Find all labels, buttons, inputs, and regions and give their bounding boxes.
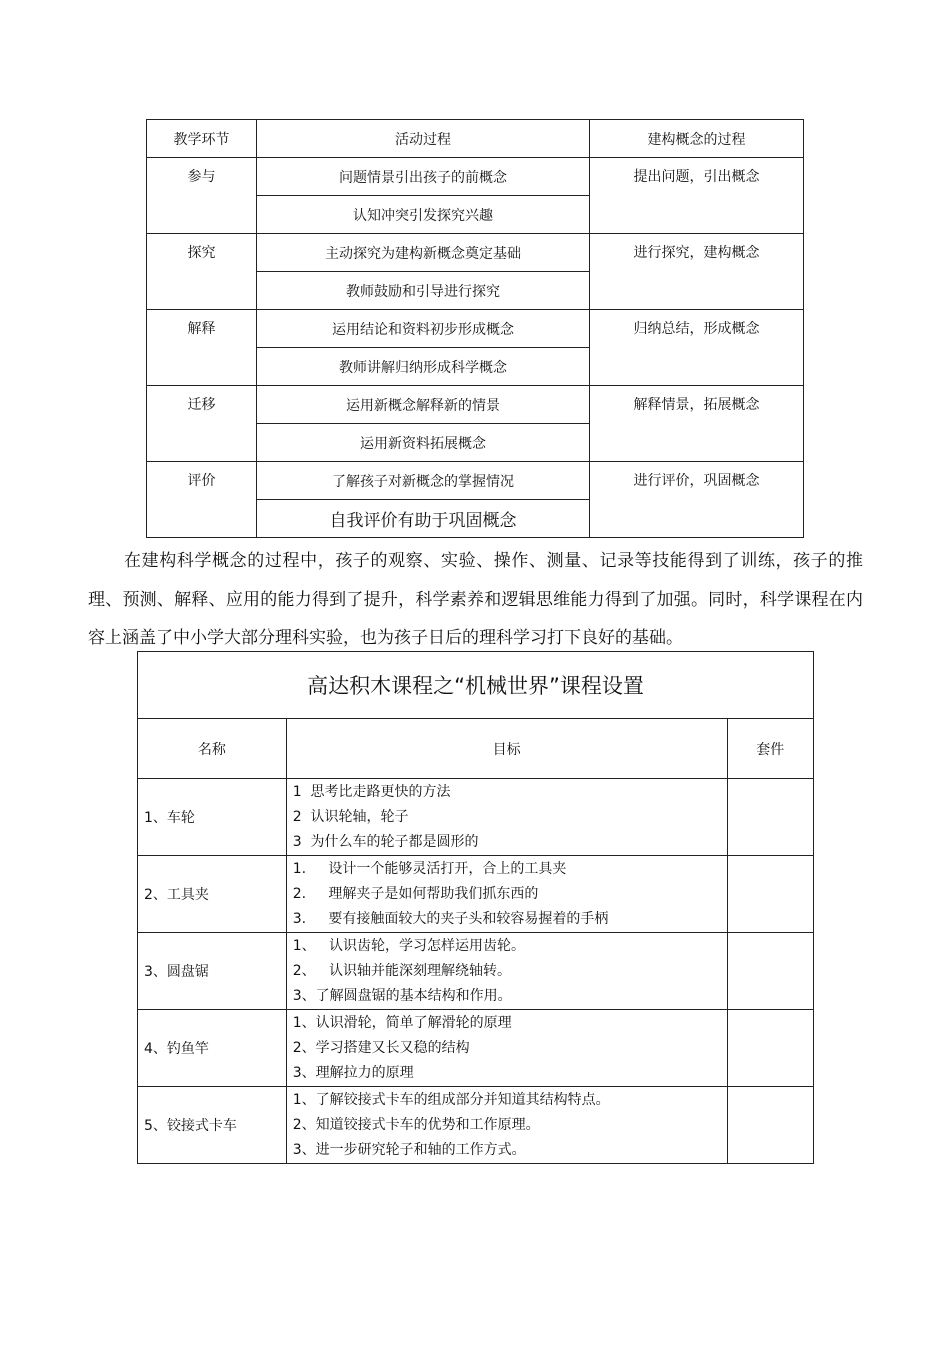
activity-cell: 教师讲解归纳形成科学概念: [257, 348, 590, 386]
course-kit: [727, 1010, 813, 1087]
goal-line: 3、进一步研究轮子和轴的工作方式。: [292, 1141, 526, 1158]
body-paragraph: [88, 542, 863, 658]
goal-line: 1、了解铰接式卡车的组成部分并知道其结构特点。: [292, 1091, 610, 1108]
course-name: 5、铰接式卡车: [138, 1087, 287, 1164]
goal-line: 2、 认识轴并能深刻理解绕轴转。: [292, 962, 511, 979]
header-name: 名称: [138, 719, 287, 779]
stage-cell: 探究: [147, 234, 257, 310]
stage-cell: 评价: [147, 462, 257, 538]
paragraph-text: 在建构科学概念的过程中，孩子的观察、实验、操作、测量、记录等技能得到了训练，孩子的推理、预测、解释、应用的能力得到了提升，科学素养和逻辑思维能力得到了加强。同时，科学课程在内容上涵盖了中小学大部分理科实验，也为孩子日后的理科学习打下良好的基础。: [88, 551, 863, 648]
table-header-row: [147, 120, 804, 158]
course-goals: [286, 933, 727, 1010]
stage-cell: 参与: [147, 158, 257, 234]
course-name: 2、工具夹: [138, 856, 287, 933]
teaching-process-table: [146, 119, 804, 538]
table-row: [147, 386, 804, 424]
table-row: [138, 856, 814, 933]
goal-line: 2、知道铰接式卡车的优势和工作原理。: [292, 1116, 540, 1133]
table-title: 高达积木课程之“机械世界”课程设置: [138, 652, 814, 719]
stage-cell: 迁移: [147, 386, 257, 462]
stage-cell: 解释: [147, 310, 257, 386]
table-row: [138, 1087, 814, 1164]
concept-cell: 提出问题，引出概念: [590, 158, 804, 234]
header-stage: 教学环节: [147, 120, 257, 158]
course-name: 4、钓鱼竿: [138, 1010, 287, 1087]
activity-cell: 自我评价有助于巩固概念: [257, 500, 590, 538]
goal-line: 2、学习搭建又长又稳的结构: [292, 1039, 470, 1056]
table-row: [138, 1010, 814, 1087]
goal-line: 2. 理解夹子是如何帮助我们抓东西的: [292, 885, 539, 902]
table-row: [147, 310, 804, 348]
activity-cell: 问题情景引出孩子的前概念: [257, 158, 590, 196]
goal-line: 1. 设计一个能够灵活打开，合上的工具夹: [292, 860, 567, 877]
concept-cell: 解释情景，拓展概念: [590, 386, 804, 462]
table-title-row: [138, 652, 814, 719]
course-goals: [286, 779, 727, 856]
activity-cell: 运用新概念解释新的情景: [257, 386, 590, 424]
goal-line: 3、理解拉力的原理: [292, 1064, 414, 1081]
course-kit: [727, 1087, 813, 1164]
activity-cell: 了解孩子对新概念的掌握情况: [257, 462, 590, 500]
table-header-row: [138, 719, 814, 779]
course-goals: [286, 1087, 727, 1164]
activity-cell: 教师鼓励和引导进行探究: [257, 272, 590, 310]
table-row: [147, 158, 804, 196]
activity-cell: 运用新资料拓展概念: [257, 424, 590, 462]
goal-line: 1、认识滑轮，简单了解滑轮的原理: [292, 1014, 512, 1031]
concept-cell: 归纳总结，形成概念: [590, 310, 804, 386]
goal-line: 2 认识轮轴，轮子: [292, 808, 409, 825]
activity-cell: 主动探究为建构新概念奠定基础: [257, 234, 590, 272]
table-row: [147, 234, 804, 272]
header-goal: 目标: [286, 719, 727, 779]
goal-line: 3. 要有接触面较大的夹子头和较容易握着的手柄: [292, 910, 609, 927]
course-goals: [286, 856, 727, 933]
header-activity: 活动过程: [257, 120, 590, 158]
course-goals: [286, 1010, 727, 1087]
course-table: [137, 651, 814, 1164]
concept-cell: 进行探究，建构概念: [590, 234, 804, 310]
concept-cell: 进行评价，巩固概念: [590, 462, 804, 538]
goal-line: 1、 认识齿轮，学习怎样运用齿轮。: [292, 937, 525, 954]
goal-line: 1 思考比走路更快的方法: [292, 783, 451, 800]
table-row: [147, 462, 804, 500]
course-name: 3、圆盘锯: [138, 933, 287, 1010]
goal-line: 3 为什么车的轮子都是圆形的: [292, 833, 479, 850]
activity-cell: 认知冲突引发探究兴趣: [257, 196, 590, 234]
activity-cell: 运用结论和资料初步形成概念: [257, 310, 590, 348]
course-kit: [727, 779, 813, 856]
goal-line: 3、了解圆盘锯的基本结构和作用。: [292, 987, 512, 1004]
table-row: [138, 779, 814, 856]
course-kit: [727, 856, 813, 933]
header-concept: 建构概念的过程: [590, 120, 804, 158]
course-kit: [727, 933, 813, 1010]
course-name: 1、车轮: [138, 779, 287, 856]
table-row: [138, 933, 814, 1010]
header-kit: 套件: [727, 719, 813, 779]
